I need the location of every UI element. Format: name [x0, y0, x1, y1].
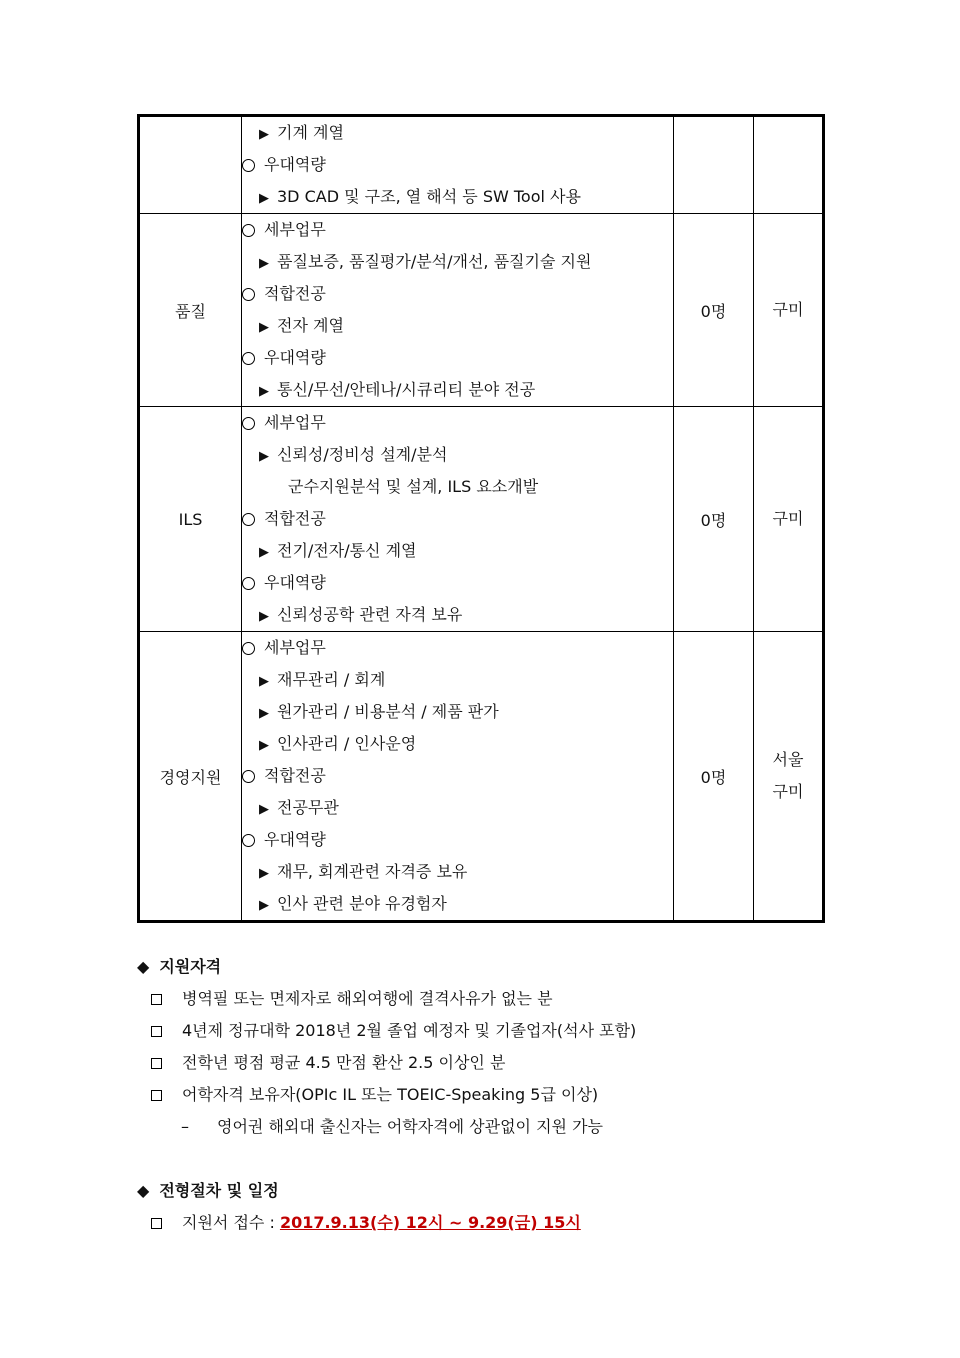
description-heading	[242, 567, 673, 599]
description-text: 군수지원분석 및 설계, ILS 요소개발	[288, 477, 539, 496]
description-item	[242, 181, 673, 213]
diamond-bullet-icon: ◆	[137, 957, 150, 976]
description-heading	[242, 824, 673, 856]
description-text: 통신/무선/안테나/시큐리티 분야 전공	[277, 380, 536, 399]
headcount	[674, 116, 754, 214]
description-text: 인사관리 / 인사운영	[277, 734, 417, 753]
description-text: 신뢰성/정비성 설계/분석	[277, 445, 448, 464]
description-text: 재무, 회계관련 자격증 보유	[277, 862, 468, 881]
qualification-note	[137, 1111, 636, 1143]
job-field: ILS	[139, 407, 242, 632]
description-item	[242, 246, 673, 278]
work-location	[754, 116, 824, 214]
triangle-bullet-icon: ▶	[259, 449, 269, 464]
qualification-item	[137, 1047, 636, 1079]
circle-bullet-icon	[242, 352, 255, 365]
description-text: 세부업무	[264, 220, 326, 239]
circle-bullet-icon	[242, 770, 255, 783]
description-text: 적합전공	[264, 284, 326, 303]
process-heading-text: 전형절차 및 일정	[159, 1181, 279, 1200]
job-field	[139, 116, 242, 214]
description-item	[242, 599, 673, 631]
job-row	[139, 632, 824, 922]
description-text: 원가관리 / 비용분석 / 제품 판가	[277, 702, 499, 721]
description-text: 재무관리 / 회계	[277, 670, 386, 689]
circle-bullet-icon	[242, 834, 255, 847]
triangle-bullet-icon: ▶	[259, 545, 269, 560]
qualification-item	[137, 1079, 636, 1111]
job-description	[242, 632, 674, 922]
description-item	[242, 535, 673, 567]
description-item	[242, 888, 673, 920]
description-heading	[242, 342, 673, 374]
triangle-bullet-icon: ▶	[259, 191, 269, 206]
checkbox-square-icon	[151, 994, 162, 1005]
job-description	[242, 407, 674, 632]
description-text: 인사 관련 분야 유경험자	[277, 894, 447, 913]
description-heading	[242, 278, 673, 310]
circle-bullet-icon	[242, 224, 255, 237]
description-text: 신뢰성공학 관련 자격 보유	[277, 605, 463, 624]
triangle-bullet-icon: ▶	[259, 609, 269, 624]
triangle-bullet-icon: ▶	[259, 802, 269, 817]
triangle-bullet-icon: ▶	[259, 706, 269, 721]
triangle-bullet-icon: ▶	[259, 866, 269, 881]
description-text: 우대역량	[264, 830, 326, 849]
diamond-bullet-icon: ◆	[137, 1181, 150, 1200]
description-text: 우대역량	[264, 155, 326, 174]
job-description	[242, 116, 674, 214]
job-row	[139, 407, 824, 632]
description-text: 전기/전자/통신 계열	[277, 541, 417, 560]
description-text: 전공무관	[277, 798, 339, 817]
location-text: 구미	[772, 300, 804, 319]
circle-bullet-icon	[242, 288, 255, 301]
job-description	[242, 214, 674, 407]
job-field: 품질	[139, 214, 242, 407]
triangle-bullet-icon: ▶	[259, 898, 269, 913]
qualification-item	[137, 983, 636, 1015]
description-text: 적합전공	[264, 509, 326, 528]
description-heading	[242, 407, 673, 439]
work-location	[754, 407, 824, 632]
qualifications-heading-text: 지원자격	[159, 957, 222, 976]
circle-bullet-icon	[242, 513, 255, 526]
description-item	[242, 696, 673, 728]
qualifications-heading	[137, 951, 636, 983]
description-item	[242, 728, 673, 760]
description-item	[242, 856, 673, 888]
description-heading	[242, 503, 673, 535]
qualification-text: 4년제 정규대학 2018년 2월 졸업 예정자 및 기졸업자(석사 포함)	[182, 1021, 637, 1040]
description-item	[242, 792, 673, 824]
work-location	[754, 214, 824, 407]
checkbox-square-icon	[151, 1218, 162, 1229]
job-table	[137, 114, 825, 923]
description-text: 전자 계열	[277, 316, 344, 335]
description-item	[242, 471, 673, 503]
description-text: 우대역량	[264, 573, 326, 592]
description-text: 우대역량	[264, 348, 326, 367]
location-text: 구미	[772, 509, 804, 528]
description-item	[242, 117, 673, 149]
work-location	[754, 632, 824, 922]
description-heading	[242, 760, 673, 792]
qualifications-section	[137, 951, 636, 1143]
circle-bullet-icon	[242, 417, 255, 430]
description-heading	[242, 632, 673, 664]
description-item	[242, 374, 673, 406]
triangle-bullet-icon: ▶	[259, 384, 269, 399]
circle-bullet-icon	[242, 642, 255, 655]
process-heading	[137, 1175, 581, 1207]
description-text: 세부업무	[264, 638, 326, 657]
description-item	[242, 310, 673, 342]
triangle-bullet-icon: ▶	[259, 127, 269, 142]
triangle-bullet-icon: ▶	[259, 256, 269, 271]
headcount: 0명	[674, 632, 754, 922]
triangle-bullet-icon: ▶	[259, 674, 269, 689]
location-text: 구미	[772, 782, 804, 801]
process-item-label: 지원서 접수 :	[182, 1213, 280, 1232]
dash-bullet-icon: –	[181, 1117, 189, 1136]
circle-bullet-icon	[242, 577, 255, 590]
description-text: 세부업무	[264, 413, 326, 432]
qualification-text: 어학자격 보유자(OPIc IL 또는 TOEIC-Speaking 5급 이상)	[182, 1085, 599, 1104]
qualification-note-text: 영어권 해외대 출신자는 어학자격에 상관없이 지원 가능	[217, 1117, 604, 1136]
description-item	[242, 664, 673, 696]
description-text: 품질보증, 품질평가/분석/개선, 품질기술 지원	[277, 252, 592, 271]
qualification-text: 전학년 평점 평균 4.5 만점 환산 2.5 이상인 분	[182, 1053, 506, 1072]
job-field: 경영지원	[139, 632, 242, 922]
description-text: 기계 계열	[277, 123, 344, 142]
job-row	[139, 116, 824, 214]
application-period: 2017.9.13(수) 12시 ~ 9.29(금) 15시	[279, 1213, 581, 1232]
triangle-bullet-icon: ▶	[259, 738, 269, 753]
triangle-bullet-icon: ▶	[259, 320, 269, 335]
job-row	[139, 214, 824, 407]
circle-bullet-icon	[242, 159, 255, 172]
qualification-item	[137, 1015, 636, 1047]
description-text: 3D CAD 및 구조, 열 해석 등 SW Tool 사용	[277, 187, 581, 206]
description-heading	[242, 149, 673, 181]
process-section	[137, 1175, 581, 1239]
headcount: 0명	[674, 214, 754, 407]
description-text: 적합전공	[264, 766, 326, 785]
checkbox-square-icon	[151, 1026, 162, 1037]
qualification-text: 병역필 또는 면제자로 해외여행에 결격사유가 없는 분	[182, 989, 553, 1008]
description-item	[242, 439, 673, 471]
checkbox-square-icon	[151, 1090, 162, 1101]
headcount: 0명	[674, 407, 754, 632]
location-text: 서울	[772, 750, 804, 769]
description-heading	[242, 214, 673, 246]
process-item	[137, 1207, 581, 1239]
checkbox-square-icon	[151, 1058, 162, 1069]
